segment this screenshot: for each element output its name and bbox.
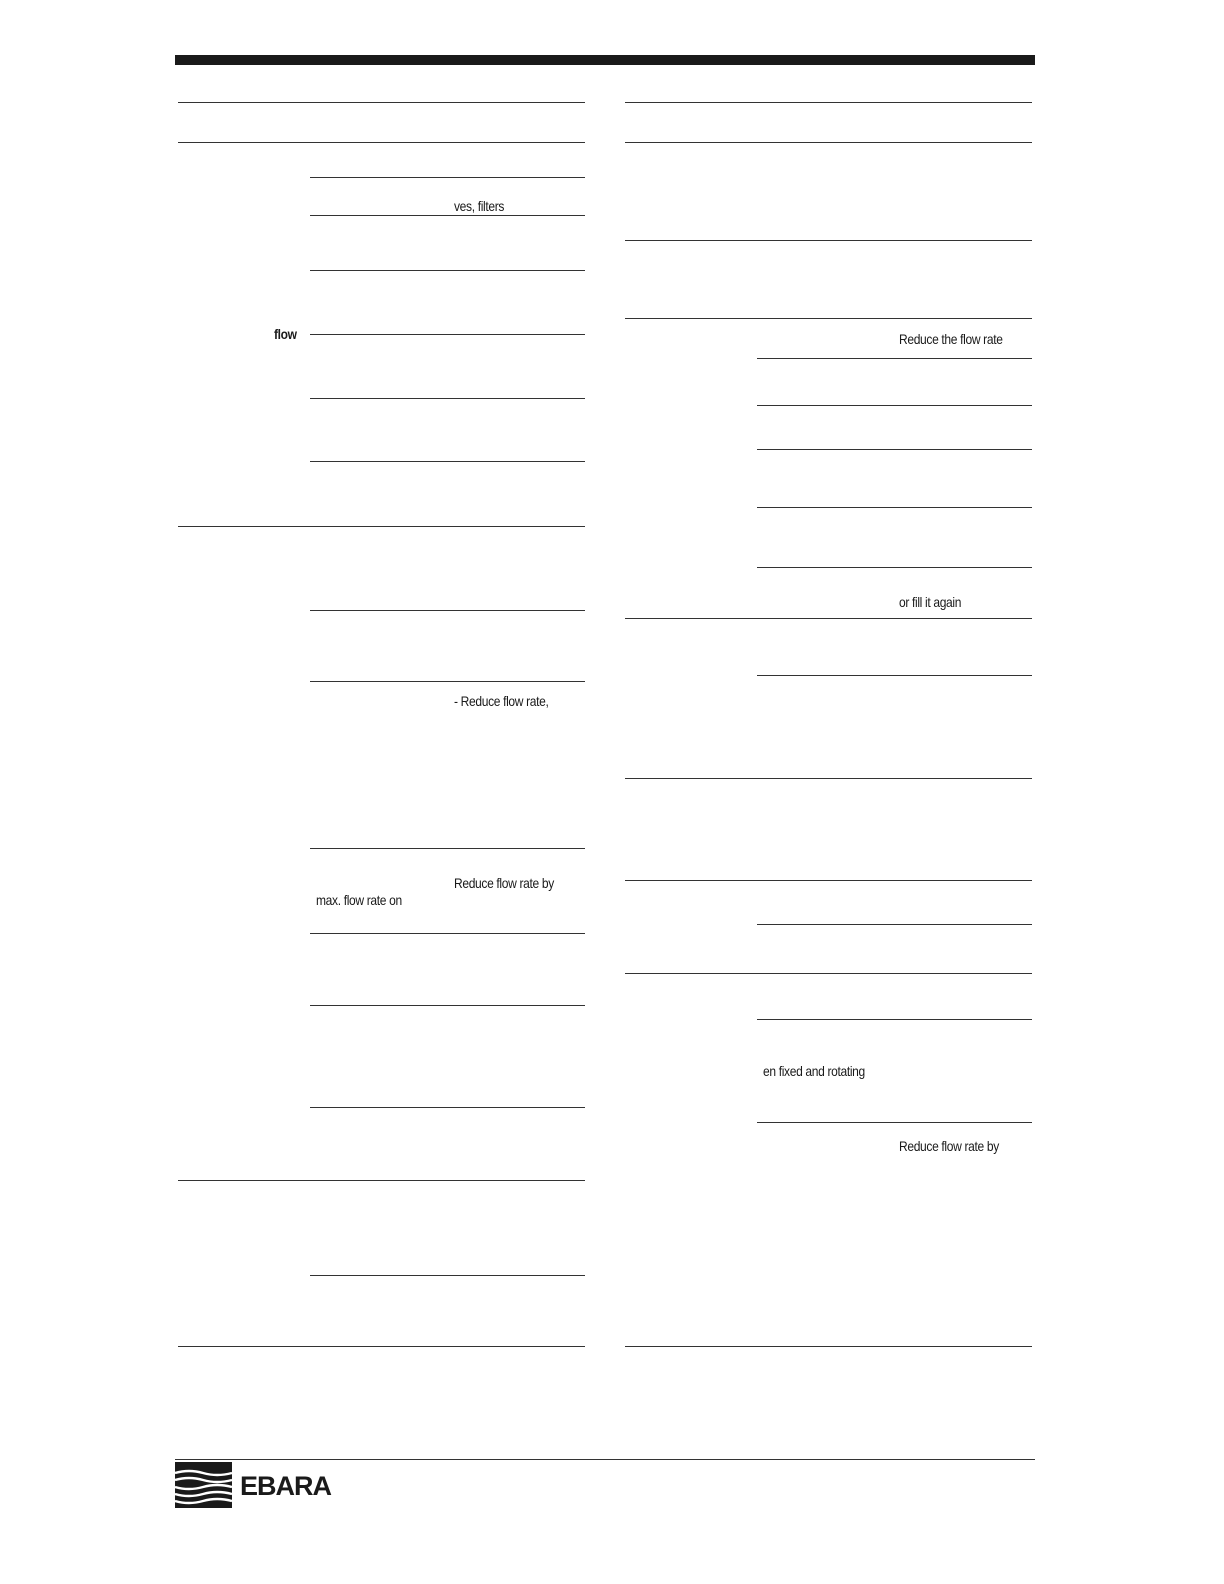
cell-text: Reduce the flow rate — [899, 331, 1003, 347]
table-rule — [310, 1275, 585, 1276]
table-rule — [757, 924, 1032, 925]
table-rule — [178, 1346, 585, 1347]
table-rule — [310, 933, 585, 934]
table-rule — [757, 507, 1032, 508]
table-rule — [625, 142, 1032, 143]
table-rule — [757, 358, 1032, 359]
table-rule — [310, 848, 585, 849]
table-rule — [757, 1122, 1032, 1123]
table-rule — [625, 618, 1032, 619]
table-rule — [178, 102, 585, 103]
header-bar — [175, 55, 1035, 65]
table-rule — [757, 1019, 1032, 1020]
table-rule — [310, 681, 585, 682]
table-rule — [625, 1346, 1032, 1347]
table-rule — [310, 270, 585, 271]
table-rule — [310, 461, 585, 462]
table-rule — [310, 610, 585, 611]
table-rule — [310, 1005, 585, 1006]
table-rule — [625, 240, 1032, 241]
table-rule — [625, 778, 1032, 779]
cell-text: - Reduce flow rate, — [454, 693, 549, 709]
brand-wordmark: EBARA — [240, 1471, 332, 1501]
table-rule — [757, 675, 1032, 676]
cell-text: Reduce flow rate by — [899, 1138, 999, 1154]
cell-text: ves, filters — [454, 198, 505, 214]
table-rule — [757, 449, 1032, 450]
table-rule — [310, 1107, 585, 1108]
cell-label: flow — [274, 326, 297, 342]
table-rule — [757, 405, 1032, 406]
cell-text: or fill it again — [899, 594, 962, 610]
table-rule — [310, 177, 585, 178]
cell-text: en fixed and rotating — [763, 1063, 865, 1079]
table-rule — [310, 334, 585, 335]
cell-text: Reduce flow rate by — [454, 875, 554, 891]
table-rule — [178, 1180, 585, 1181]
table-rule — [625, 880, 1032, 881]
table-rule — [178, 142, 585, 143]
table-rule — [625, 973, 1032, 974]
table-rule — [625, 318, 1032, 319]
footer-rule — [175, 1459, 1035, 1460]
table-rule — [625, 102, 1032, 103]
table-rule — [757, 567, 1032, 568]
table-rule — [310, 398, 585, 399]
table-rule — [310, 215, 585, 216]
cell-text: max. flow rate on — [316, 892, 402, 908]
table-rule — [178, 526, 585, 527]
